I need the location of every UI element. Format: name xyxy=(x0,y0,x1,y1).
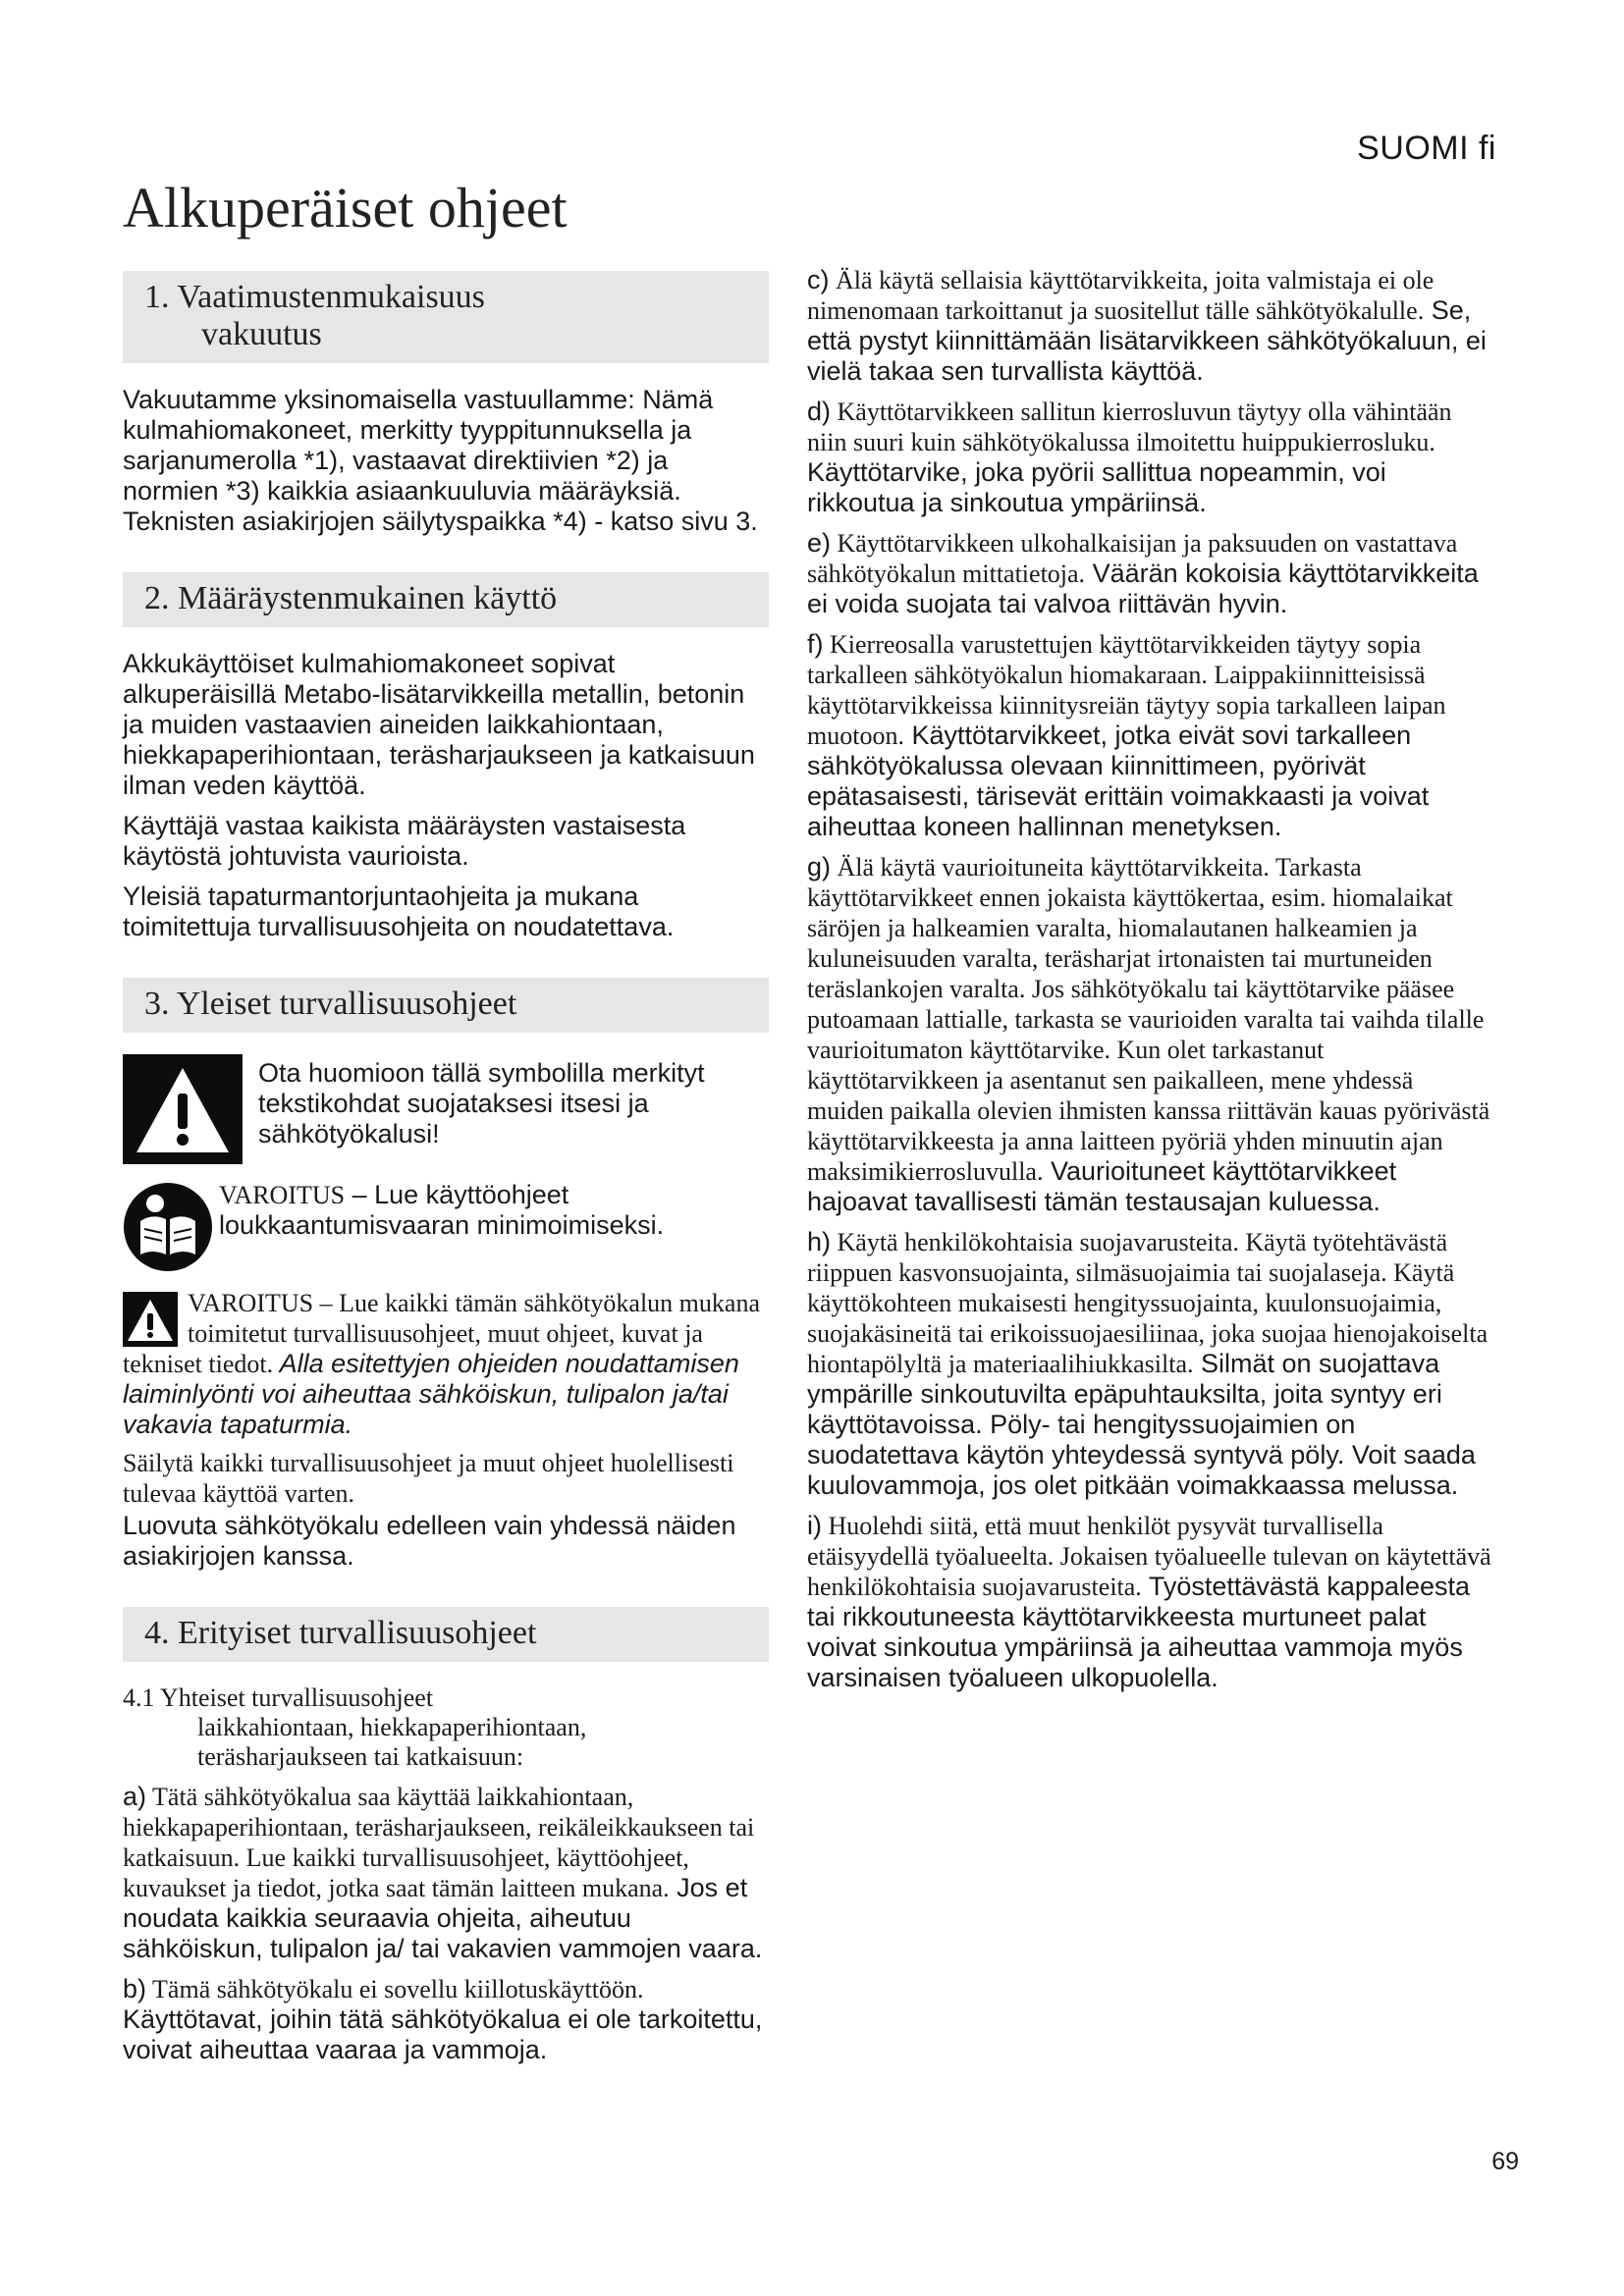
item-b-serif: Tämä sähkötyökalu ei sovellu kiillotuskäyttöön. xyxy=(146,1975,644,2003)
page-title: Alkuperäiset ohjeet xyxy=(123,176,568,240)
section-2-paragraph-3: Yleisiä tapaturmantorjuntaohjeita ja mukana toimitettuja turvallisuusohjeita on noudatettava. xyxy=(123,881,675,941)
item-b xyxy=(123,1974,769,2065)
section-2-heading: 2. Määräystenmukainen käyttö xyxy=(123,572,769,627)
item-i-serif: Huolehdi siitä, että muut henkilöt pysyvät turvallisella etäisyydellä työalueelta. Jokaisen työalueelle tulevan on käytettävä henkilökohtaisia suojavarusteita. xyxy=(807,1512,1491,1601)
item-e-sans: Väärän kokoisia käyttötarvikkeita ei voida suojata tai valvoa riittävän hyvin. xyxy=(807,559,1479,618)
item-d-serif: Käyttötarvikkeen sallitun kierrosluvun täytyy olla vähintään niin suuri kuin sähkötyökalussa ilmoitettu huippukierrosluku. xyxy=(807,398,1452,456)
item-g xyxy=(807,852,1494,1217)
page-number: 69 xyxy=(1491,2148,1519,2175)
item-f-sans: Käyttötarvikkeet, jotka eivät sovi tarkalleen sähkötyökalussa olevaan kiinnittimeen, pyörivät epätasaisesti, tärisevät erittäin voimakkaasti ja voivat aiheuttaa koneen hallinnan menetyksen. xyxy=(807,721,1430,841)
item-i-label: i) xyxy=(807,1511,822,1540)
read-manual-row xyxy=(123,1180,769,1272)
section-4-1-subheading xyxy=(123,1683,769,1772)
item-c-sans: Se, että pystyt kiinnittämään lisätarvikkeen sähkötyökaluun, ei vielä takaa sen turvallista käyttöä. xyxy=(807,295,1487,386)
item-a-label: a) xyxy=(123,1782,147,1811)
section-2-paragraph-2-text: Käyttäjä vastaa kaikista määräysten vastaisesta käytöstä johtuvista vaurioista. xyxy=(123,811,686,871)
pass-on-text: Luovuta sähkötyökalu edelleen vain yhdessä näiden asiakirjojen kanssa. xyxy=(123,1511,736,1571)
item-h-sans: Silmät on suojattava ympärille sinkoutuvilta epäpuhtauksilta, joita syntyy eri käyttötavoissa. Pöly- tai hengityssuojaimien on suodatettava käytön yhteydessä syntyvä pöly. Voit saada kuulovammoja, jos olet pitkään voimakkaassa melussa. xyxy=(807,1349,1476,1500)
left-column xyxy=(123,271,769,2075)
item-d-sans: Käyttötarvike, joka pyörii sallittua nopeammin, voi rikkoutua ja sinkoutua ympäriinsä. xyxy=(807,457,1386,517)
section-1-heading xyxy=(123,271,769,363)
item-b-label: b) xyxy=(123,1974,147,2003)
keep-instructions-serif: Säilytä kaikki turvallisuusohjeet ja muut ohjeet huolellisesti tulevaa käyttöä varten. xyxy=(123,1449,734,1508)
item-d-label: d) xyxy=(807,397,832,426)
symbol-note-text: Ota huomioon tällä symbolilla merkityt tekstikohdat suojataksesi itsesi ja sähkötyökalusi! xyxy=(258,1058,705,1148)
item-b-sans: Käyttötavat, joihin tätä sähkötyökalua ei ole tarkoitettu, voivat aiheuttaa vaaraa ja vammoja. xyxy=(123,2004,763,2064)
item-i xyxy=(807,1511,1494,1693)
section-4-1-line2: laikkahiontaan, hiekkapaperihiontaan, xyxy=(197,1713,587,1741)
item-g-serif: Älä käytä vaurioituneita käyttötarvikkeita. Tarkasta käyttötarvikkeet ennen jokaista käyttökertaa, esim. hiomalaikat säröjen ja halkeamien varalta, hiomalautanen halkeamien ja kuluneisuuden varalta, teräsharjat irtonaisten tai murtuneiden teräslankojen varalta. Jos sähkötyökalu tai käyttötarvike pääsee putoamaan lattialle, tarkasta se vaurioiden varalta tai vaihda tilalle vaurioitumaton käyttötarvike. Kun olet tarkastanut käyttötarvikkeen ja asentanut sen paikalleen, mene yhdessä muiden paikalla olevien ihmisten kanssa riittävän kauas pyörivästä käyttötarvikkeesta ja anna laitteen pyöriä yhden minuutin ajan maksimikierrosluvulla. xyxy=(807,853,1490,1186)
item-e-serif: Käyttötarvikkeen ulkohalkaisijan ja paksuuden on vastattava sähkötyökalun mittatietoja. xyxy=(807,529,1458,588)
read-manual-icon xyxy=(123,1182,213,1272)
item-g-label: g) xyxy=(807,852,832,881)
symbol-note-row xyxy=(123,1054,769,1164)
item-h-serif: Käytä henkilökohtaisia suojavarusteita. Käytä työtehtävästä riippuen kasvonsuojainta, silmäsuojaimia tai suojalaseja. Käytä käyttökohteen mukaisesti hengityssuojainta, kuulonsuojaimia, suojakäsineitä tai erikoissuojaesiliinaa, joka suojaa hienojakoiselta hiontapölyltä ja materiaalihiukkasilta. xyxy=(807,1228,1489,1378)
item-f-label: f) xyxy=(807,629,824,659)
warning-small-icon xyxy=(123,1292,178,1347)
section-2-paragraph-1: Akkukäyttöiset kulmahiomakoneet sopivat alkuperäisillä Metabo-lisätarvikkeilla metallin, betonin ja muiden vastaavien aineiden laikkahiontaan, hiekkapaperihiontaan, teräsharjaukseen ja katkaisuun ilman veden käyttöä. xyxy=(123,649,755,800)
section-1-heading-line2: vakuutus xyxy=(201,316,322,352)
section-1-heading-line1: 1. Vaatimustenmukaisuus xyxy=(144,279,485,315)
general-warning-consequence: Alla esitettyjen ohjeiden noudattamisen laiminlyönti voi aiheuttaa sähköiskun, tulipalon ja/tai vakavia tapaturmia. xyxy=(123,1349,739,1439)
item-c xyxy=(807,265,1494,387)
language-label: SUOMI fi xyxy=(1357,130,1496,167)
item-f-serif: Kierreosalla varustettujen käyttötarvikkeiden täytyy sopia tarkalleen sähkötyökalun hiomakaraan. Laippakiinnitteisissä käyttötarvikkeissa kiinnitysreiän täytyy sopia tarkalleen laipan muotoon. xyxy=(807,630,1446,750)
item-i-sans: Työstettävästä kappaleesta tai rikkoutuneesta käyttötarvikkeesta murtuneet palat voivat sinkoutua ympäriinsä ja aiheuttaa vammoja myös varsinaisen työalueen ulkopuolella. xyxy=(807,1572,1471,1692)
section-4-heading: 4. Erityiset turvallisuusohjeet xyxy=(123,1607,769,1662)
item-h-label: h) xyxy=(807,1227,832,1256)
item-f xyxy=(807,629,1494,842)
warning-triangle-icon xyxy=(123,1054,243,1164)
item-h xyxy=(807,1227,1494,1501)
item-c-label: c) xyxy=(807,265,830,294)
right-column xyxy=(807,265,1494,1703)
keep-instructions-text xyxy=(123,1448,769,1509)
item-d xyxy=(807,397,1494,518)
item-e-label: e) xyxy=(807,528,832,558)
item-a-serif: Tätä sähkötyökalua saa käyttää laikkahiontaan, hiekkapaperihiontaan, teräsharjaukseen, reikäleikkaukseen tai katkaisuun. Lue kaikki turvallisuusohjeet, käyttöohjeet, kuvaukset ja tiedot, jotka saat tämän laitteen mukana. xyxy=(123,1783,755,1902)
read-manual-instruction: – Lue käyttöohjeet loukkaantumisvaaran minimoimiseksi. xyxy=(219,1180,665,1240)
general-warning-block xyxy=(123,1288,769,1440)
read-manual-warning-word: VAROITUS xyxy=(219,1181,346,1209)
item-a-sans: Jos et noudata kaikkia seuraavia ohjeita, aiheutuu sähköiskun, tulipalon ja/ tai vakavien vammojen vaara. xyxy=(123,1873,763,1963)
section-4-1-line3: teräsharjaukseen tai katkaisuun: xyxy=(197,1742,524,1771)
item-a xyxy=(123,1782,769,1964)
general-warning-text: VAROITUS – Lue kaikki tämän sähkötyökalun mukana toimitetut turvallisuusohjeet, muut ohjeet, kuvat ja tekniset tiedot. xyxy=(123,1289,760,1378)
section-1-body: Vakuutamme yksinomaisella vastuullamme: Nämä kulmahiomakoneet, merkitty tyyppitunnuksella ja sarjanumerolla *1), vastaavat direktiivien *2) ja normien *3) kaikkia asiaankuuluvia määräyksiä. Teknisten asiakirjojen säilytyspaikka *4) - katso sivu 3. xyxy=(123,385,758,536)
item-c-serif: Älä käytä sellaisia käyttötarvikkeita, joita valmistaja ei ole nimenomaan tarkoittanut ja suositellut tälle sähkötyökalulle. xyxy=(807,266,1435,325)
section-2-paragraph-2 xyxy=(123,811,769,872)
section-3-heading: 3. Yleiset turvallisuusohjeet xyxy=(123,978,769,1033)
item-e xyxy=(807,528,1494,619)
section-4-1-line1: 4.1 Yhteiset turvallisuusohjeet xyxy=(123,1683,434,1712)
item-g-sans: Vaurioituneet käyttötarvikkeet hajoavat tavallisesti tämän testausajan kuluessa. xyxy=(807,1156,1397,1216)
read-manual-text xyxy=(219,1180,769,1241)
